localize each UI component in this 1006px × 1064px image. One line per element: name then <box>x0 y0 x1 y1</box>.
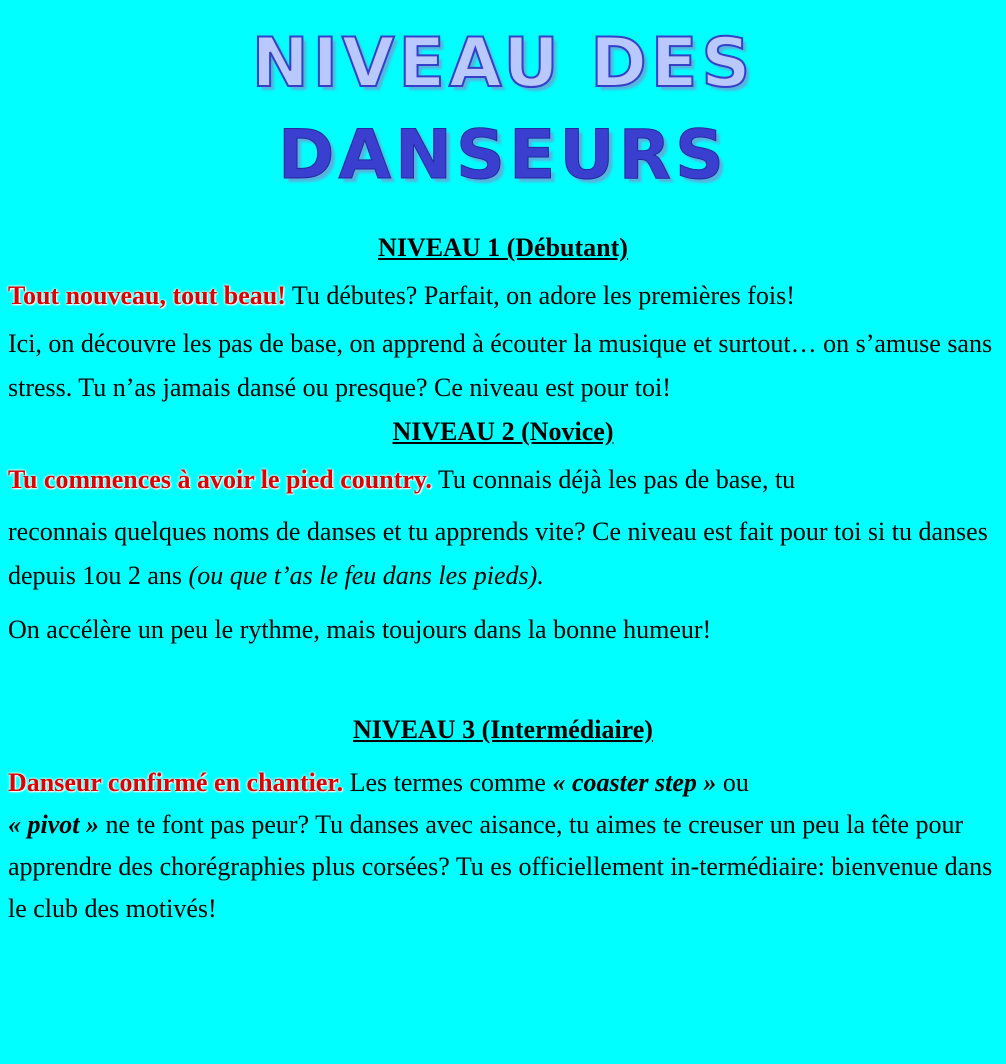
level-2-intro-text: Tu connais déjà les pas de base, tu <box>431 465 796 494</box>
level-2-description-text: reconnais quelques noms de danses et tu apprends vite? Ce niveau est fait pour toi si tu danses depuis 1ou 2 ans <box>8 517 988 590</box>
level-3-lead: Danseur confirmé en chantier. <box>8 768 344 797</box>
level-3-text-3: ne te font pas peur? Tu danses avec aisance, tu aimes te creuser un peu la tête pour apprendre des chorégraphies plus corsées? Tu es officiellement in-termédiaire: bienvenue dans le club des motivés! <box>8 810 993 923</box>
level-3-section <box>8 708 998 930</box>
level-1-intro <box>8 280 998 312</box>
level-3-term-coaster-step: « coaster step » <box>552 768 717 797</box>
level-3-text-2: ou <box>716 768 749 797</box>
level-2-description <box>8 510 998 598</box>
level-3-text-1: Les termes comme <box>343 768 553 797</box>
document-body <box>8 226 998 930</box>
level-2-heading: NIVEAU 2 (Novice) <box>392 417 614 446</box>
level-3-description <box>8 762 998 930</box>
level-1-intro-text: Tu débutes? Parfait, on adore les premières fois! <box>285 281 795 310</box>
level-1-lead: Tout nouveau, tout beau! <box>8 281 286 310</box>
level-1-heading: NIVEAU 1 (Débutant) <box>378 233 628 262</box>
title-line-1: NIVEAU DES <box>251 24 755 103</box>
level-2-lead: Tu commences à avoir le pied country. <box>8 465 432 494</box>
level-1-section <box>8 226 998 410</box>
level-2-description-aside: (ou que t’as le feu dans les pieds). <box>188 561 544 590</box>
level-2-intro <box>8 464 998 496</box>
page-title <box>0 18 1006 202</box>
level-3-term-pivot: « pivot » <box>8 810 99 839</box>
level-2-closing: On accélère un peu le rythme, mais toujours dans la bonne humeur! <box>8 615 712 644</box>
title-line-2: DANSEURS <box>278 116 728 195</box>
level-3-heading: NIVEAU 3 (Intermédiaire) <box>353 715 653 744</box>
level-1-description: Ici, on découvre les pas de base, on apprend à écouter la musique et surtout… on s’amuse sans stress. Tu n’as jamais dansé ou presque? Ce niveau est pour toi! <box>8 329 993 402</box>
level-2-section <box>8 410 998 652</box>
